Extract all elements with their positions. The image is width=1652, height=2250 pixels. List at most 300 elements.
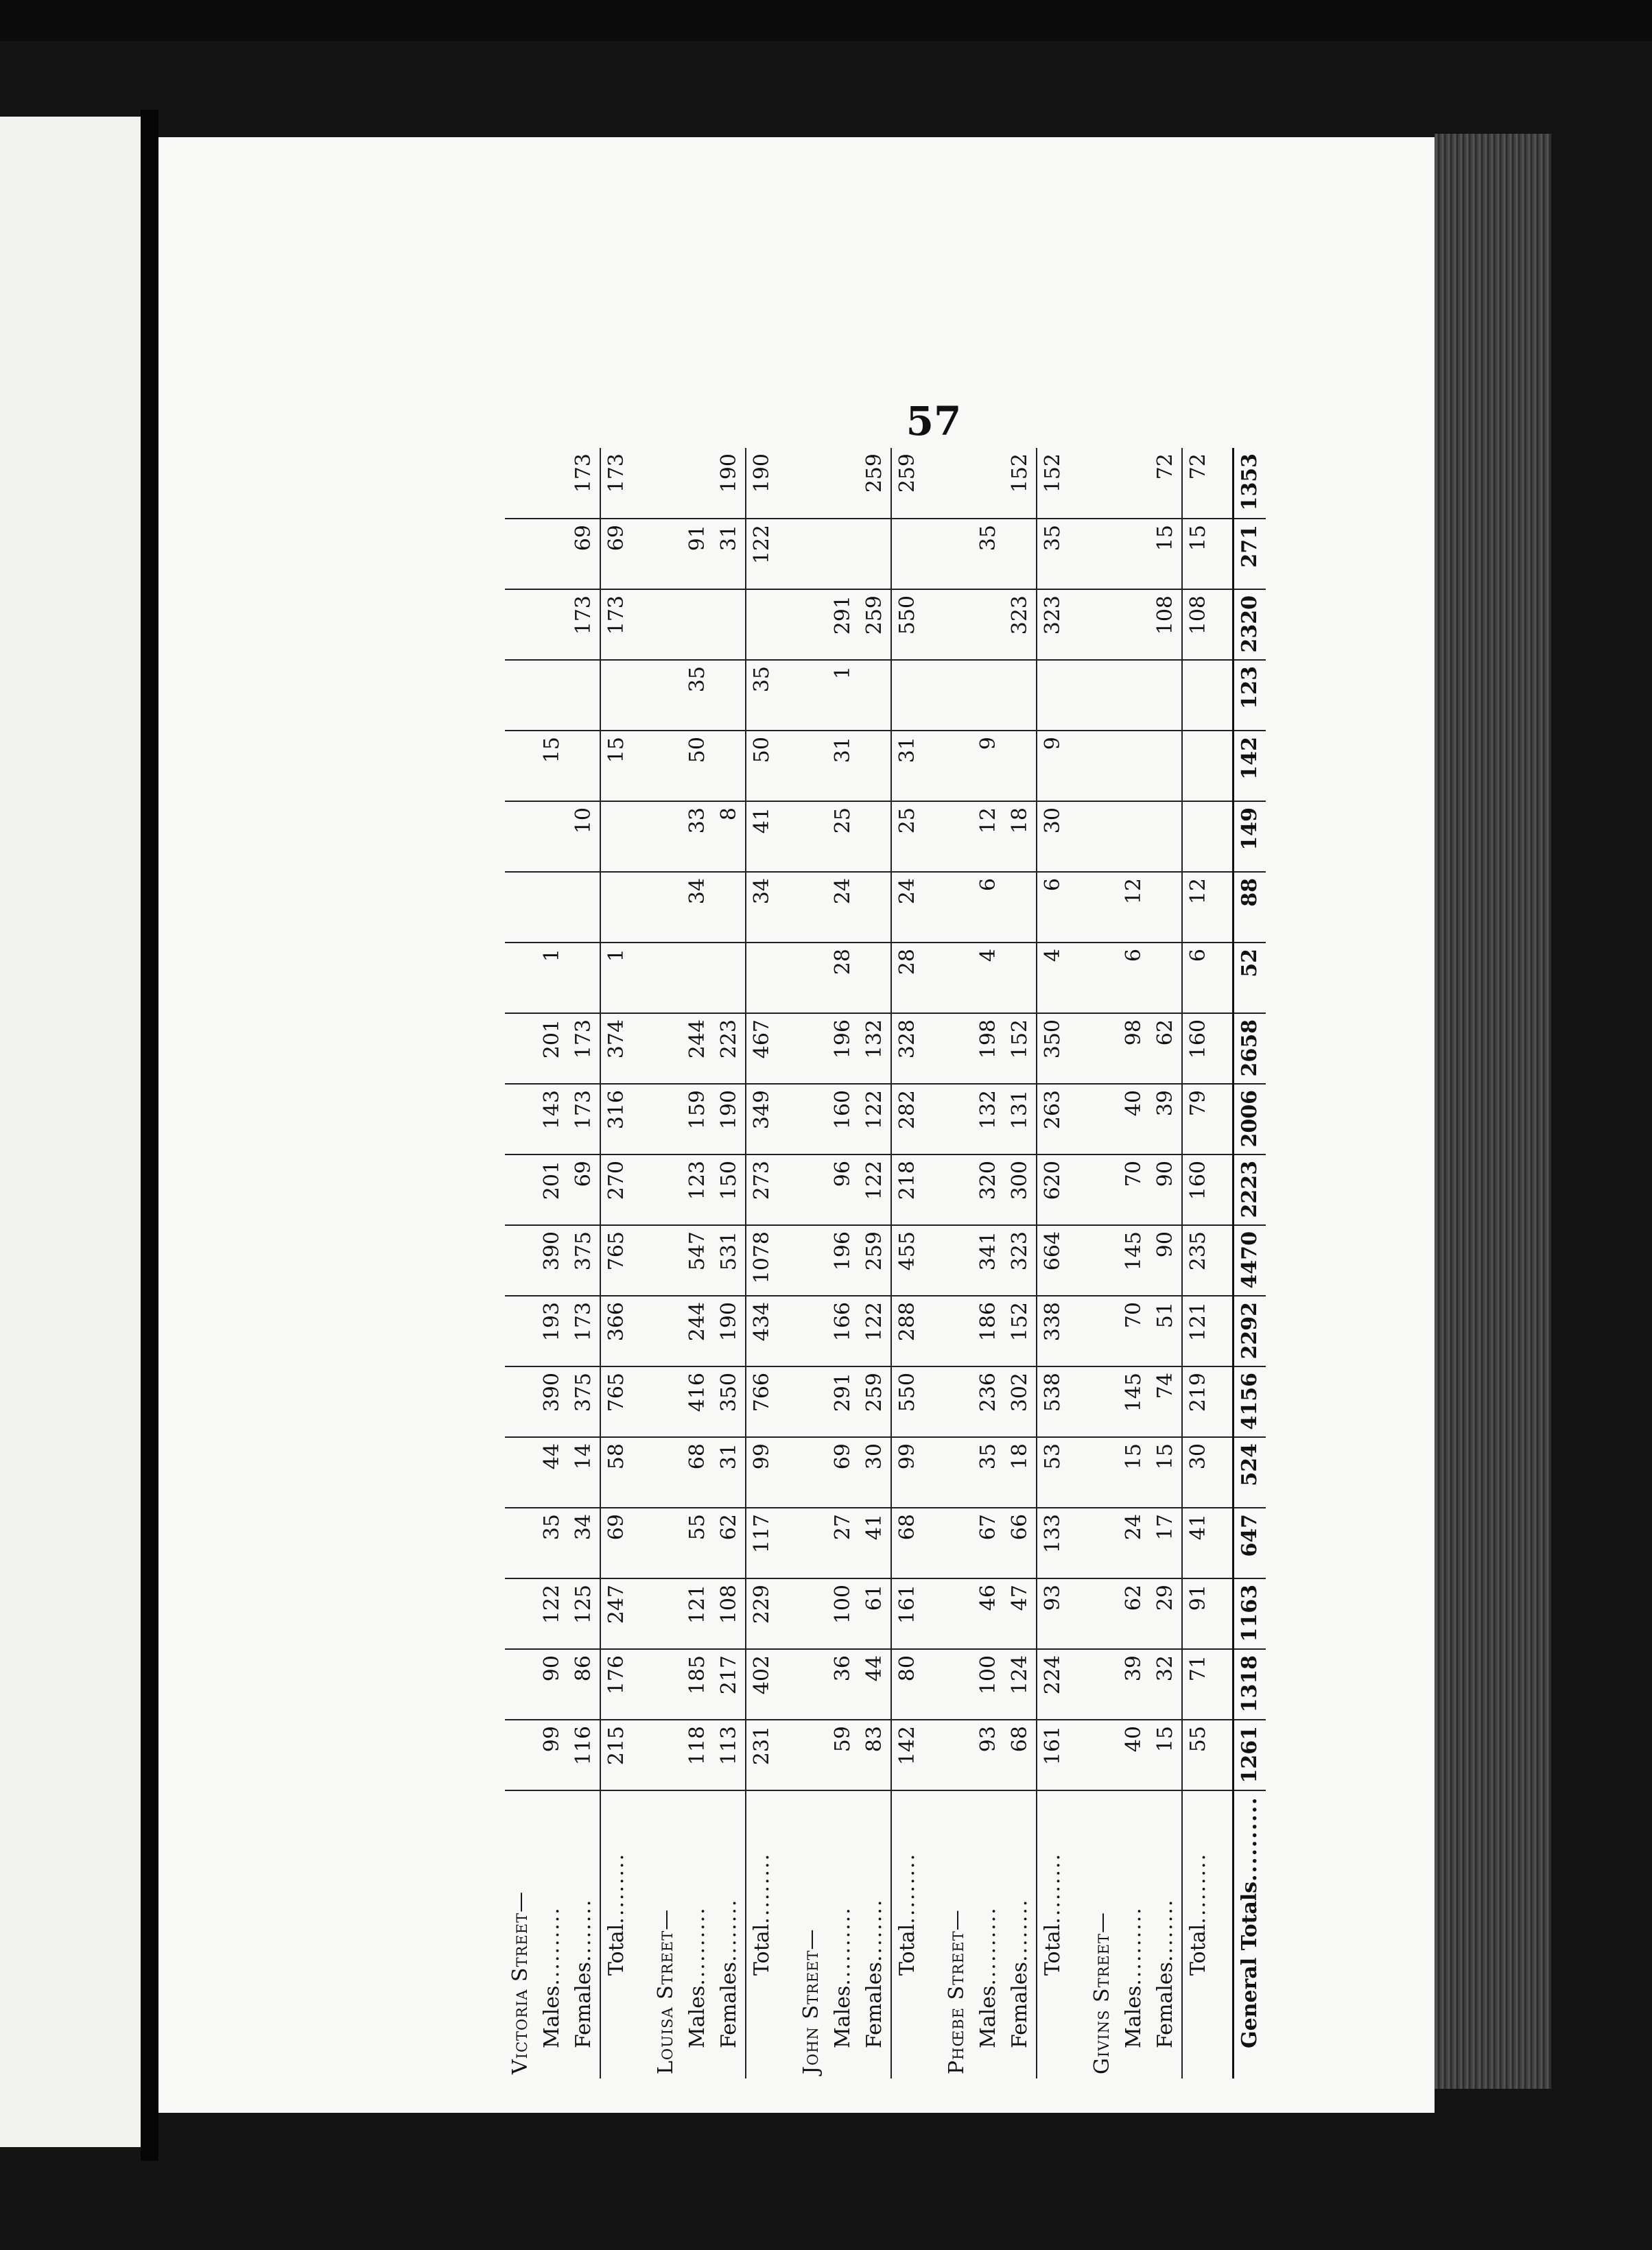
value-cell: 390 (536, 1366, 568, 1437)
value-cell: 159 (682, 1084, 713, 1154)
value-cell: 338 (1037, 1296, 1069, 1366)
empty-cell (633, 1508, 650, 1578)
empty-cell (796, 872, 827, 943)
value-cell: 263 (1037, 1084, 1069, 1154)
value-cell: 259 (891, 448, 923, 519)
dot-leader: ........ (1153, 1898, 1177, 1962)
value-cell: 150 (713, 1154, 746, 1225)
value-cell: 69 (600, 1508, 633, 1578)
value-cell: 349 (746, 1084, 778, 1154)
empty-cell (941, 943, 973, 1013)
row-label (568, 1790, 600, 2079)
value-cell: 152 (1004, 1296, 1037, 1366)
value-cell: 122 (859, 1154, 891, 1225)
empty-cell (1087, 1366, 1118, 1437)
empty-cell (1087, 1437, 1118, 1508)
value-cell (536, 589, 568, 660)
empty-cell (505, 660, 536, 731)
empty-cell (1087, 1578, 1118, 1649)
value-cell (973, 448, 1004, 519)
value-cell: 270 (600, 1154, 633, 1225)
value-cell (1004, 943, 1037, 1013)
empty-cell (633, 1225, 650, 1296)
value-cell: 2292 (1234, 1296, 1266, 1366)
empty-cell (505, 1508, 536, 1578)
value-cell (746, 943, 778, 1013)
value-cell: 341 (973, 1225, 1004, 1296)
value-cell: 160 (1182, 1154, 1214, 1225)
value-cell: 28 (827, 943, 859, 1013)
value-cell: 173 (568, 589, 600, 660)
empty-cell (778, 660, 796, 731)
value-cell: 99 (746, 1437, 778, 1508)
row-label (746, 1790, 778, 2079)
empty-cell (1214, 1225, 1234, 1296)
empty-cell (1069, 1578, 1087, 1649)
value-cell: 39 (1118, 1649, 1150, 1720)
empty-cell (633, 589, 650, 660)
value-cell: 538 (1037, 1366, 1069, 1437)
row-label (891, 1790, 923, 2079)
empty-cell (650, 872, 682, 943)
empty-cell (505, 1296, 536, 1366)
street-heading (505, 1790, 536, 2079)
value-cell: 62 (1118, 1578, 1150, 1649)
empty-cell (650, 1154, 682, 1225)
value-cell: 190 (713, 1084, 746, 1154)
value-cell: 6 (1118, 943, 1150, 1013)
total-row (746, 448, 778, 2079)
table-row (682, 448, 713, 2079)
value-cell: 122 (859, 1084, 891, 1154)
value-cell: 125 (568, 1578, 600, 1649)
value-cell: 259 (859, 1366, 891, 1437)
empty-cell (796, 519, 827, 589)
row-label (1004, 1790, 1037, 2079)
value-cell: 123 (682, 1154, 713, 1225)
value-cell (1118, 801, 1150, 872)
table-row (859, 448, 891, 2079)
empty-cell (1087, 731, 1118, 801)
value-cell: 201 (536, 1154, 568, 1225)
empty-cell (1087, 1720, 1118, 1790)
value-cell (859, 731, 891, 801)
empty-cell (1214, 1437, 1234, 1508)
empty-cell (941, 1366, 973, 1437)
value-cell: 52 (1234, 943, 1266, 1013)
empty-cell (1069, 1720, 1087, 1790)
value-cell (1182, 801, 1214, 872)
empty-cell (650, 1649, 682, 1720)
value-cell (713, 872, 746, 943)
empty-cell (1087, 872, 1118, 943)
empty-cell (1087, 1649, 1118, 1720)
empty-cell (1214, 448, 1234, 519)
value-cell: 149 (1234, 801, 1266, 872)
empty-cell (1087, 589, 1118, 660)
empty-cell (941, 589, 973, 660)
spacer-cell (923, 1790, 941, 2079)
empty-cell (923, 1225, 941, 1296)
empty-cell (650, 1578, 682, 1649)
empty-cell (796, 1720, 827, 1790)
street-heading-row (505, 448, 536, 2079)
empty-cell (633, 1084, 650, 1154)
spacer-row (633, 448, 650, 2079)
total-row (1037, 448, 1069, 2079)
empty-cell (796, 1437, 827, 1508)
empty-cell (633, 1154, 650, 1225)
value-cell (1150, 660, 1182, 731)
value-cell: 145 (1118, 1366, 1150, 1437)
empty-cell (796, 1366, 827, 1437)
value-cell: 70 (1118, 1154, 1150, 1225)
empty-cell (1087, 1013, 1118, 1084)
value-cell: 4156 (1234, 1366, 1266, 1437)
value-cell (973, 589, 1004, 660)
row-label-text: Males (831, 1985, 855, 2048)
value-cell: 41 (1182, 1508, 1214, 1578)
empty-cell (650, 1508, 682, 1578)
table-row (713, 448, 746, 2079)
empty-cell (796, 589, 827, 660)
value-cell: 375 (568, 1225, 600, 1296)
value-cell: 176 (600, 1649, 633, 1720)
value-cell: 18 (1004, 801, 1037, 872)
value-cell: 647 (1234, 1508, 1266, 1578)
empty-cell (796, 801, 827, 872)
empty-cell (941, 660, 973, 731)
empty-cell (1069, 731, 1087, 801)
table-row (536, 448, 568, 2079)
value-cell: 12 (973, 801, 1004, 872)
empty-cell (650, 1225, 682, 1296)
value-cell: 53 (1037, 1437, 1069, 1508)
value-cell: 2320 (1234, 589, 1266, 660)
value-cell: 91 (1182, 1578, 1214, 1649)
empty-cell (1214, 872, 1234, 943)
value-cell: 47 (1004, 1578, 1037, 1649)
value-cell (713, 731, 746, 801)
value-cell: 402 (746, 1649, 778, 1720)
empty-cell (505, 1225, 536, 1296)
empty-cell (505, 448, 536, 519)
empty-cell (650, 801, 682, 872)
empty-cell (1069, 660, 1087, 731)
value-cell: 229 (746, 1578, 778, 1649)
value-cell: 1 (827, 660, 859, 731)
value-cell: 223 (713, 1013, 746, 1084)
page-fore-edge (1435, 134, 1551, 2089)
street-heading-row (650, 448, 682, 2079)
row-label-text: Males (540, 1985, 564, 2048)
value-cell: 122 (859, 1296, 891, 1366)
dot-leader: ........ (1008, 1898, 1032, 1962)
value-cell: 145 (1118, 1225, 1150, 1296)
row-label-text: Total (895, 1923, 919, 1976)
value-cell: 27 (827, 1508, 859, 1578)
empty-cell (1214, 1154, 1234, 1225)
street-heading-row (796, 448, 827, 2079)
value-cell: 160 (1182, 1013, 1214, 1084)
dot-leader: .......... (1122, 1906, 1146, 1986)
value-cell: 434 (746, 1296, 778, 1366)
value-cell: 79 (1182, 1084, 1214, 1154)
empty-cell (778, 1508, 796, 1578)
dot-leader: .......... (1238, 1796, 1262, 1882)
empty-cell (796, 660, 827, 731)
value-cell: 40 (1118, 1720, 1150, 1790)
empty-cell (1069, 1154, 1087, 1225)
value-cell: 455 (891, 1225, 923, 1296)
value-cell (536, 660, 568, 731)
row-label-text: Males (976, 1985, 1000, 2048)
empty-cell (941, 448, 973, 519)
value-cell: 201 (536, 1013, 568, 1084)
value-cell: 224 (1037, 1649, 1069, 1720)
row-label (713, 1790, 746, 2079)
value-cell: 30 (1182, 1437, 1214, 1508)
empty-cell (1214, 731, 1234, 801)
empty-cell (650, 943, 682, 1013)
value-cell: 122 (536, 1578, 568, 1649)
empty-cell (1214, 1013, 1234, 1084)
value-cell: 173 (568, 448, 600, 519)
value-cell: 142 (1234, 731, 1266, 801)
value-cell: 1163 (1234, 1578, 1266, 1649)
value-cell: 244 (682, 1013, 713, 1084)
value-cell: 291 (827, 1366, 859, 1437)
value-cell: 15 (600, 731, 633, 801)
empty-cell (633, 801, 650, 872)
value-cell: 33 (682, 801, 713, 872)
value-cell: 196 (827, 1225, 859, 1296)
empty-cell (923, 1649, 941, 1720)
value-cell: 24 (891, 872, 923, 943)
row-label (1118, 1790, 1150, 2079)
dot-leader: ......... (750, 1852, 774, 1924)
empty-cell (778, 1366, 796, 1437)
row-label-text: Females (862, 1961, 886, 2048)
empty-cell (1069, 1225, 1087, 1296)
census-table (505, 448, 1266, 2079)
value-cell: 51 (1150, 1296, 1182, 1366)
value-cell: 4 (973, 943, 1004, 1013)
value-cell (600, 660, 633, 731)
value-cell: 6 (1182, 943, 1214, 1013)
value-cell: 8 (713, 801, 746, 872)
empty-cell (778, 801, 796, 872)
empty-cell (1069, 1296, 1087, 1366)
empty-cell (505, 731, 536, 801)
value-cell: 132 (973, 1084, 1004, 1154)
spacer-row (1069, 448, 1087, 2079)
value-cell: 152 (1004, 1013, 1037, 1084)
value-cell: 123 (1234, 660, 1266, 731)
value-cell (859, 801, 891, 872)
value-cell: 62 (713, 1508, 746, 1578)
empty-cell (923, 801, 941, 872)
row-label-text: Total (604, 1923, 628, 1976)
table-row (1118, 448, 1150, 2079)
value-cell: 323 (1004, 1225, 1037, 1296)
value-cell: 69 (827, 1437, 859, 1508)
value-cell: 196 (827, 1013, 859, 1084)
value-cell (713, 943, 746, 1013)
row-label (973, 1790, 1004, 2079)
row-label-text: Total (1041, 1923, 1065, 1976)
value-cell: 36 (827, 1649, 859, 1720)
value-cell: 35 (973, 519, 1004, 589)
empty-cell (633, 1649, 650, 1720)
empty-cell (778, 1649, 796, 1720)
street-heading (796, 1790, 827, 2079)
empty-cell (941, 801, 973, 872)
empty-cell (1069, 1084, 1087, 1154)
empty-cell (923, 1508, 941, 1578)
value-cell: 69 (568, 1154, 600, 1225)
empty-cell (633, 1578, 650, 1649)
value-cell: 116 (568, 1720, 600, 1790)
value-cell: 15 (1150, 1720, 1182, 1790)
value-cell (746, 589, 778, 660)
street-heading (650, 1790, 682, 2079)
value-cell: 173 (568, 1084, 600, 1154)
empty-cell (796, 1154, 827, 1225)
value-cell: 108 (713, 1578, 746, 1649)
value-cell (891, 660, 923, 731)
value-cell: 83 (859, 1720, 891, 1790)
empty-cell (650, 1437, 682, 1508)
value-cell: 90 (1150, 1154, 1182, 1225)
value-cell: 31 (713, 519, 746, 589)
rotated-table-wrapper (505, 453, 1369, 2079)
value-cell (600, 872, 633, 943)
value-cell (536, 872, 568, 943)
row-label (1037, 1790, 1069, 2079)
empty-cell (923, 1154, 941, 1225)
value-cell (973, 660, 1004, 731)
value-cell: 1261 (1234, 1720, 1266, 1790)
empty-cell (1214, 660, 1234, 731)
row-label (827, 1790, 859, 2079)
value-cell: 117 (746, 1508, 778, 1578)
value-cell: 4 (1037, 943, 1069, 1013)
empty-cell (633, 731, 650, 801)
value-cell (859, 660, 891, 731)
empty-cell (1087, 448, 1118, 519)
empty-cell (941, 1154, 973, 1225)
value-cell: 282 (891, 1084, 923, 1154)
empty-cell (650, 1084, 682, 1154)
empty-cell (650, 660, 682, 731)
empty-cell (505, 1437, 536, 1508)
empty-cell (633, 1720, 650, 1790)
value-cell: 316 (600, 1084, 633, 1154)
value-cell (1150, 872, 1182, 943)
value-cell: 24 (827, 872, 859, 943)
value-cell (1118, 519, 1150, 589)
empty-cell (923, 660, 941, 731)
street-name: Givins Street— (1090, 1911, 1114, 2074)
empty-cell (505, 519, 536, 589)
value-cell: 375 (568, 1366, 600, 1437)
value-cell: 190 (713, 1296, 746, 1366)
empty-cell (923, 1437, 941, 1508)
value-cell: 30 (859, 1437, 891, 1508)
table-row (568, 448, 600, 2079)
row-label-text: Females (1008, 1961, 1032, 2048)
dot-leader: ........ (571, 1898, 595, 1962)
value-cell: 99 (891, 1437, 923, 1508)
empty-cell (633, 448, 650, 519)
value-cell: 231 (746, 1720, 778, 1790)
value-cell: 31 (713, 1437, 746, 1508)
street-name: Louisa Street— (654, 1908, 678, 2074)
value-cell: 236 (973, 1366, 1004, 1437)
value-cell: 524 (1234, 1437, 1266, 1508)
empty-cell (505, 801, 536, 872)
empty-cell (1087, 1154, 1118, 1225)
value-cell: 91 (682, 519, 713, 589)
value-cell: 217 (713, 1649, 746, 1720)
empty-cell (941, 1013, 973, 1084)
value-cell: 69 (600, 519, 633, 589)
value-cell: 55 (682, 1508, 713, 1578)
empty-cell (923, 872, 941, 943)
value-cell: 1 (536, 943, 568, 1013)
value-cell: 152 (1037, 448, 1069, 519)
value-cell (536, 448, 568, 519)
value-cell (859, 943, 891, 1013)
row-label (1150, 1790, 1182, 2079)
value-cell: 12 (1118, 872, 1150, 943)
value-cell (568, 731, 600, 801)
empty-cell (923, 1013, 941, 1084)
empty-cell (778, 872, 796, 943)
census-table-body (505, 448, 1266, 2079)
empty-cell (796, 1296, 827, 1366)
value-cell: 132 (859, 1013, 891, 1084)
value-cell: 390 (536, 1225, 568, 1296)
empty-cell (650, 731, 682, 801)
value-cell: 121 (1182, 1296, 1214, 1366)
value-cell: 765 (600, 1366, 633, 1437)
empty-cell (923, 1084, 941, 1154)
empty-cell (941, 1437, 973, 1508)
empty-cell (505, 1720, 536, 1790)
value-cell: 244 (682, 1296, 713, 1366)
value-cell: 41 (746, 801, 778, 872)
value-cell (713, 589, 746, 660)
empty-cell (633, 660, 650, 731)
value-cell: 88 (1234, 872, 1266, 943)
empty-cell (1069, 943, 1087, 1013)
value-cell (568, 943, 600, 1013)
total-row (600, 448, 633, 2079)
empty-cell (1214, 1720, 1234, 1790)
value-cell (1182, 660, 1214, 731)
empty-cell (778, 1578, 796, 1649)
value-cell: 35 (746, 660, 778, 731)
value-cell: 24 (1118, 1508, 1150, 1578)
value-cell: 185 (682, 1649, 713, 1720)
value-cell: 80 (891, 1649, 923, 1720)
row-label-text: Males (1122, 1985, 1146, 2048)
empty-cell (923, 519, 941, 589)
value-cell: 531 (713, 1225, 746, 1296)
street-name: Victoria Street— (508, 1891, 532, 2074)
